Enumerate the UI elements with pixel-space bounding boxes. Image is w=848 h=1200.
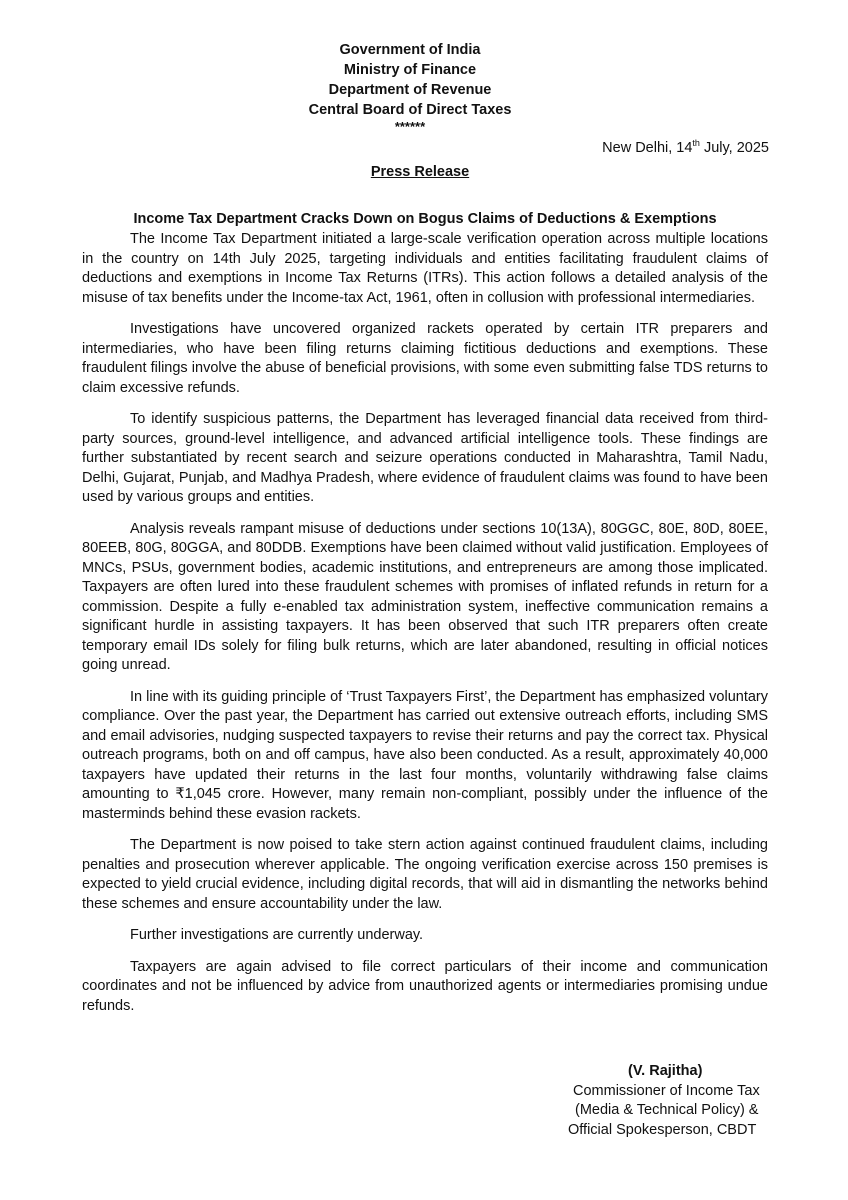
body-paragraph: To identify suspicious patterns, the Department has leveraged financial data received from third-party sources, ground-level intelligence, and advanced artificial intelligence tools. These findings are further substantiated by recent search and seizure operations conducted in Maharashtra, Tamil Nadu, Delhi, Gujarat, Punjab, and Madhya Pradesh, where evidence of fraudulent claims was found to have been used by various groups and entities. — [82, 411, 768, 505]
dateline-place-day: New Delhi, 14 — [602, 140, 693, 156]
dateline-ordinal: th — [692, 138, 700, 149]
letterhead — [82, 40, 768, 134]
press-release-title: Press Release — [370, 164, 470, 180]
body-paragraph: In line with its guiding principle of ‘Trust Taxpayers First’, the Department has emphasized voluntary compliance. Over the past year, the Department has carried out extensive outreach efforts, including SMS and email advisories, nudging suspected taxpayers to revise their returns and pay the correct tax. Physical outreach programs, both on and off campus, have also been conducted. As a result, approximately 40,000 taxpayers have updated their returns in the last four months, voluntarily withdrawing false claims amounting to ₹1,045 crore. However, many remain non-compliant, possibly under the influence of the masterminds behind these evasion rackets. — [82, 688, 768, 822]
signatory-title: Commissioner of Income Tax — [573, 1082, 760, 1099]
letterhead-government: Government of India — [339, 42, 481, 58]
body-paragraph: The Department is now poised to take stern action against continued fraudulent claims, including penalties and prosecution wherever applicable. The ongoing verification exercise across 150 premises is expected to yield crucial evidence, including digital records, that will aid in dismantling the networks behind these schemes and ensure accountability under the law. — [82, 837, 768, 912]
subject-heading: Income Tax Department Cracks Down on Bogus Claims of Deductions & Exemptions — [133, 211, 717, 227]
body-paragraph: The Income Tax Department initiated a large-scale verification operation across multiple locations in the country on 14th July 2025, targeting individuals and entities facilitating fraudulent claims of deductions and exemptions in Income Tax Returns (ITRs). This action follows a detailed analysis of the misuse of tax benefits under the Income-tax Act, 1961, often in collusion with professional intermediaries. — [82, 231, 768, 306]
letterhead-separator: ****** — [394, 119, 426, 134]
letterhead-ministry: Ministry of Finance — [343, 62, 477, 78]
dateline-month-year: July, 2025 — [699, 140, 769, 156]
letterhead-department: Department of Revenue — [328, 82, 492, 98]
signatory-name: (V. Rajitha) — [628, 1063, 703, 1079]
body-paragraph: Taxpayers are again advised to file correct particulars of their income and communication coordinates and not be influenced by advice from unauthorized agents or intermediaries promising undue refunds. — [82, 958, 768, 1014]
signatory-role: Official Spokesperson, CBDT — [568, 1121, 757, 1138]
dateline — [82, 138, 769, 158]
body-paragraph: Investigations have uncovered organized rackets operated by certain ITR preparers and intermediaries, who have been filing returns claiming fictitious deductions and exemptions. These fraudulent filings involve the abuse of beneficial provisions, with some even submitting false TDS returns to claim excessive refunds. — [82, 321, 768, 396]
signature-block — [566, 1062, 760, 1140]
body-paragraph: Further investigations are currently underway. — [130, 927, 424, 943]
signatory-portfolio: (Media & Technical Policy) & — [575, 1102, 759, 1118]
body-paragraph: Analysis reveals rampant misuse of deductions under sections 10(13A), 80GGC, 80E, 80D, 80EE, 80EEB, 80G, 80GGA, and 80DDB. Exemptions have been claimed without valid justification. Employees of MNCs, PSUs, government bodies, academic institutions, and entrepreneurs are among those implicated. Taxpayers are often lured into these fraudulent schemes with promises of inflated refunds in return for a commission. Despite a fully e-enabled tax administration system, ineffective communication remains a significant hurdle in assisting taxpayers. It has been observed that such ITR preparers often create temporary email IDs solely for filing bulk returns, which are later abandoned, resulting in official notices going unread. — [82, 520, 768, 673]
letterhead-board: Central Board of Direct Taxes — [308, 102, 512, 118]
